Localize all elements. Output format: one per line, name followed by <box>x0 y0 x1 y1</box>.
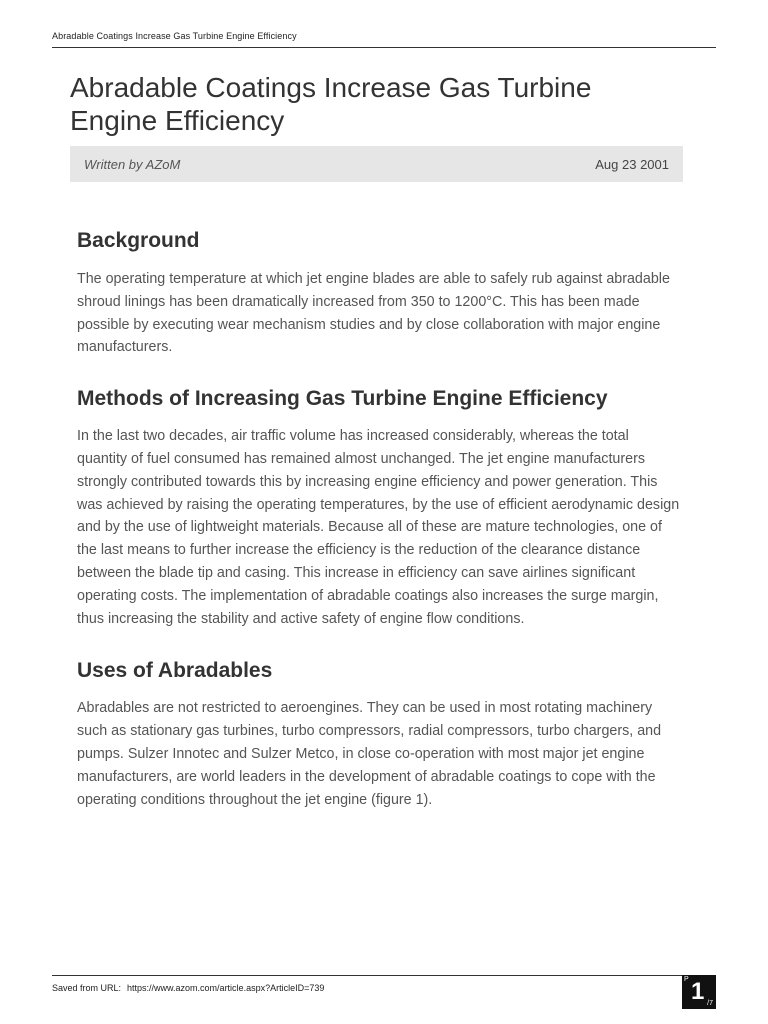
article-body <box>77 226 682 811</box>
section-paragraph: In the last two decades, air traffic volume has increased considerably, whereas the total quantity of fuel consumed has remained almost unchanged. The jet engine manufacturers strongly contributed towards this by increasing engine efficiency and power generation. This was achieved by raising the operating temperatures, by the use of efficient aerodynamic design and by the use of lightweight materials. Because all of these are mature technologies, one of the last means to further increase the efficiency is the reduction of the clearance distance between the blade tip and casing. This increase in efficiency can save airlines significant operating costs. The implementation of abradable coatings also increases the surge margin, thus increasing the stability and active safety of engine flow conditions. <box>77 428 680 627</box>
footer-divider <box>52 975 716 976</box>
article-meta-bar <box>70 146 683 182</box>
page-number: 1 <box>691 978 705 1005</box>
section-heading: Uses of Abradables <box>77 659 273 683</box>
footer-saved-label: Saved from URL: <box>52 983 122 993</box>
section-methods <box>77 384 682 630</box>
section-heading: Background <box>77 229 200 252</box>
page-number-badge <box>682 975 716 1009</box>
section-heading: Methods of Increasing Gas Turbine Engine Efficiency <box>77 387 608 411</box>
section-paragraph: The operating temperature at which jet engine blades are able to safely rub against abradable shroud linings has been dramatically increased from 350 to 1200°C. This has been made possible by executing wear mechanism studies and by close collaboration with major engine manufacturers. <box>77 271 670 356</box>
article-date: Aug 23 2001 <box>595 156 669 172</box>
page-prefix: P <box>684 976 689 983</box>
section-paragraph: Abradables are not restricted to aeroengines. They can be used in most rotating machinery such as stationary gas turbines, turbo compressors, radial compressors, turbo chargers, and pumps. Sulzer Innotec and Sulzer Metco, in close co-operation with most major jet engine manufacturers, are world leaders in the development of abradable coatings to cope with the operating conditions throughout the jet engine (figure 1). <box>77 700 662 808</box>
section-uses <box>77 656 682 811</box>
article-title: Abradable Coatings Increase Gas Turbine Engine Efficiency <box>70 72 592 136</box>
header-divider <box>52 47 716 48</box>
page-total: /7 <box>707 1000 713 1007</box>
footer-url-link[interactable]: https://www.azom.com/article.aspx?ArticleID=739 <box>127 983 325 993</box>
section-background <box>77 226 682 359</box>
footer-source <box>52 983 324 993</box>
running-header-title: Abradable Coatings Increase Gas Turbine Engine Efficiency <box>52 31 297 41</box>
article-author: Written by AZoM <box>84 156 181 172</box>
